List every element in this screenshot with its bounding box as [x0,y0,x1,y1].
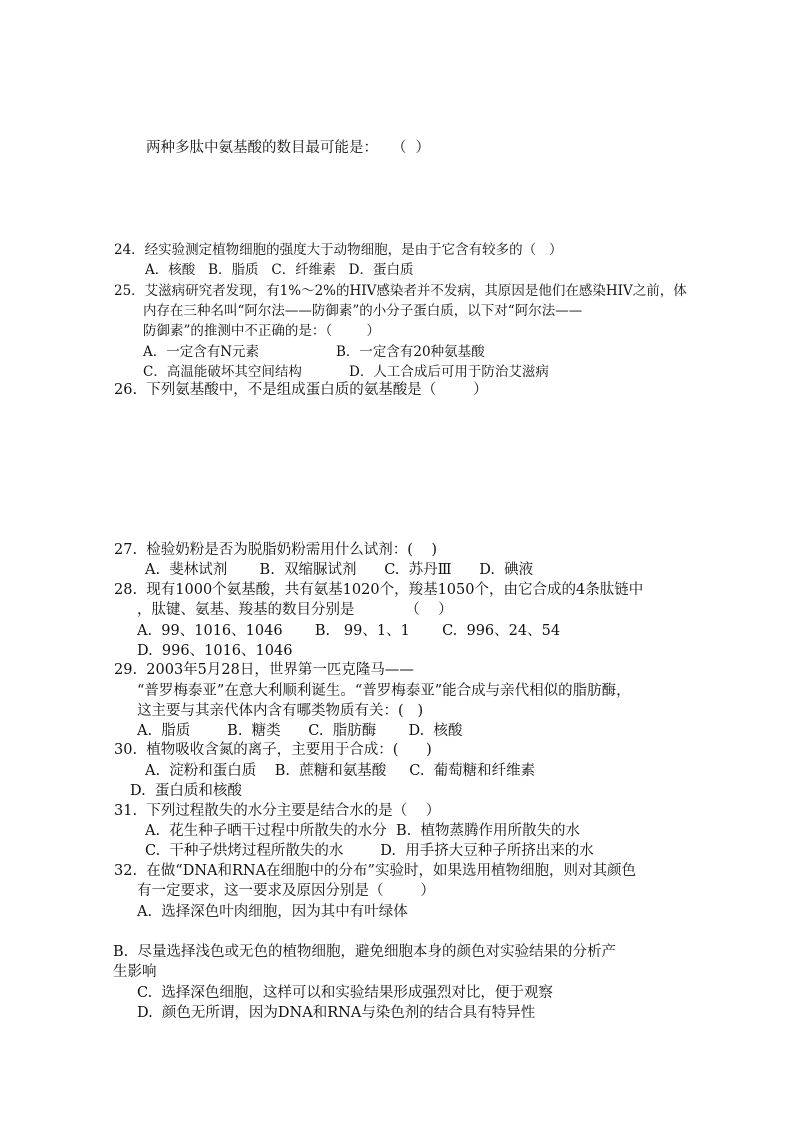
q24-options: A．核酸 B．脂质 C．纤维素 D．蛋白质 [145,262,414,278]
q28-options-a-c: A. 99、1016、1046 B. 99、1、1 C. 996、24、54 [137,623,561,639]
q28-stem-line2: ，肽键、氨基、羧基的数目分别是 （ ） [137,602,453,618]
q25-option-c: C．高温能破坏其空间结构 [143,364,302,380]
q30-stem: 30. 植物吸收含氮的离子，主要用于合成：( ) [114,742,432,758]
q30-options-a-c: A. 淀粉和蛋白质 B. 蔗糖和氨基酸 C. 葡萄糖和纤维素 [145,763,536,779]
q25-option-d: D．人工合成后可用于防治艾滋病 [349,364,549,380]
q29-stem-line3: 这主要与其亲代体内含有哪类物质有关：( ) [137,703,424,719]
q30-option-d: D. 蛋白质和核酸 [130,783,242,799]
q25-option-b: B．一定含有20种氨基酸 [336,344,485,360]
q25-stem-line3: 防御素”的推测中不正确的是：（ ） [143,323,380,339]
q25-option-a: A．一定含有N元素 [143,344,260,360]
q28-stem-line1: 28. 现有1000个氨基酸，共有氨基1020个，羧基1050个，由它合成的4条肽链中 [114,582,644,598]
q32-option-a: A. 选择深色叶肉细胞，因为其中有叶绿体 [137,904,408,920]
q32-option-b-line2: 生影响 [113,964,157,980]
q25-stem-line1: 25．艾滋病研究者发现，有1%～2%的HIV感染者并不发病，其原因是他们在感染HIV之前，体 [114,283,687,299]
q29-stem-line2: “普罗梅泰亚”在意大利顺利诞生。“普罗梅泰亚”能合成与亲代相似的脂肪酶， [137,683,631,699]
q28-option-d: D. 996、1016、1046 [137,643,293,659]
q26-stem: 26. 下列氨基酸中，不是组成蛋白质的氨基酸是（ ） [114,382,488,398]
q31-options-c-d: C. 干种子烘烤过程所散失的水 D. 用手挤大豆种子所挤出来的水 [145,843,594,859]
q27-options: A. 斐林试剂 B. 双缩脲试剂 C. 苏丹Ⅲ D. 碘液 [145,562,534,578]
q29-stem-line1: 29. 2003年5月28日，世界第一匹克隆马—— [114,662,414,678]
q32-option-d: D. 颜色无所谓，因为DNA和RNA与染色剂的结合具有特异性 [137,1005,536,1021]
q32-option-c: C. 选择深色细胞，这样可以和实验结果形成强烈对比，便于观察 [137,985,553,1001]
q32-option-b-line1: B. 尽量选择浅色或无色的植物细胞，避免细胞本身的颜色对实验结果的分析产 [113,944,616,960]
q25-stem-line2: 内存在三种名叫“阿尔法——防御素”的小分子蛋白质，以下对“阿尔法—— [143,303,583,319]
q32-stem-line1: 32. 在做“DNA和RNA在细胞中的分布”实验时，如果选用植物细胞，则对其颜色 [114,863,636,879]
q32-stem-line2: 有一定要求，这一要求及原因分别是（ ） [137,883,435,899]
q29-options: A. 脂质 B. 糖类 C. 脂肪酶 D. 核酸 [137,723,463,739]
q31-stem: 31. 下列过程散失的水分主要是结合水的是（ ） [114,803,441,819]
q31-options-a-b: A. 花生种子晒干过程中所散失的水分 B. 植物蒸腾作用所散失的水 [145,823,580,839]
q27-stem: 27. 检验奶粉是否为脱脂奶粉需用什么试剂：( ) [114,542,438,558]
q24-stem: 24．经实验测定植物细胞的强度大于动物细胞，是由于它含有较多的（ ） [114,242,563,258]
q23-tail-text: 两种多肽中氨基酸的数目最可能是： （ ） [146,140,431,156]
